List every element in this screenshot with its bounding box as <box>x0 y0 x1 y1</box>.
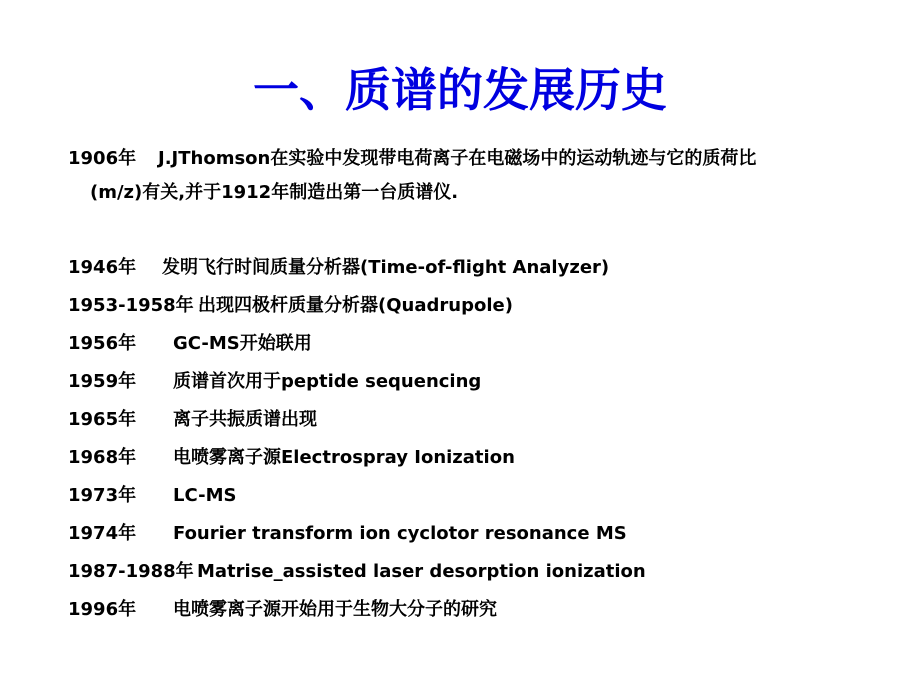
timeline-entry <box>68 409 317 431</box>
entry-year: 1946年 <box>68 257 137 278</box>
entry-year: 1974年 <box>68 523 137 544</box>
entry-text: GC-MS开始联用 <box>173 333 312 354</box>
entry-text: 发明飞行时间质量分析器(Time-of-flight Analyzer) <box>162 257 610 278</box>
entry-year: 1959年 <box>68 371 137 392</box>
entry-text: Fourier transform ion cyclotor resonance MS <box>173 523 627 544</box>
timeline-entry <box>68 371 482 393</box>
entry-year: 1987-1988年 <box>68 561 194 582</box>
entry-text: 电喷雾离子源开始用于生物大分子的研究 <box>173 599 497 620</box>
entry-year: 1906年 <box>68 148 137 169</box>
timeline-entry <box>68 523 627 545</box>
entry-text: 电喷雾离子源Electrospray Ionization <box>173 447 515 468</box>
entry-year: 1956年 <box>68 333 137 354</box>
timeline-entry <box>68 561 646 583</box>
timeline-entry <box>68 257 610 279</box>
entry-text: 离子共振质谱出现 <box>173 409 317 430</box>
entry-year: 1996年 <box>68 599 137 620</box>
entry-text: LC-MS <box>173 485 237 506</box>
entry-text: J.JThomson在实验中发现带电荷离子在电磁场中的运动轨迹与它的质荷比 <box>158 148 757 169</box>
entry-year: 1965年 <box>68 409 137 430</box>
entry-text: 出现四极杆质量分析器(Quadrupole) <box>198 295 513 316</box>
slide-title: 一、质谱的发展历史 <box>253 63 667 117</box>
timeline-entry <box>68 447 515 469</box>
entry-year: 1973年 <box>68 485 137 506</box>
timeline-entry <box>68 599 497 621</box>
entry-text: Matrise_assisted laser desorption ionization <box>197 561 646 582</box>
entry-year: 1968年 <box>68 447 137 468</box>
entry-text-continuation: (m/z)有关,并于1912年制造出第一台质谱仪. <box>90 182 459 203</box>
timeline-entry <box>68 333 312 355</box>
timeline-entry-1906 <box>68 148 757 170</box>
entry-text: 质谱首次用于peptide sequencing <box>173 371 482 392</box>
timeline-entry <box>68 485 237 507</box>
timeline-entry <box>68 295 513 317</box>
entry-year: 1953-1958年 <box>68 295 194 316</box>
